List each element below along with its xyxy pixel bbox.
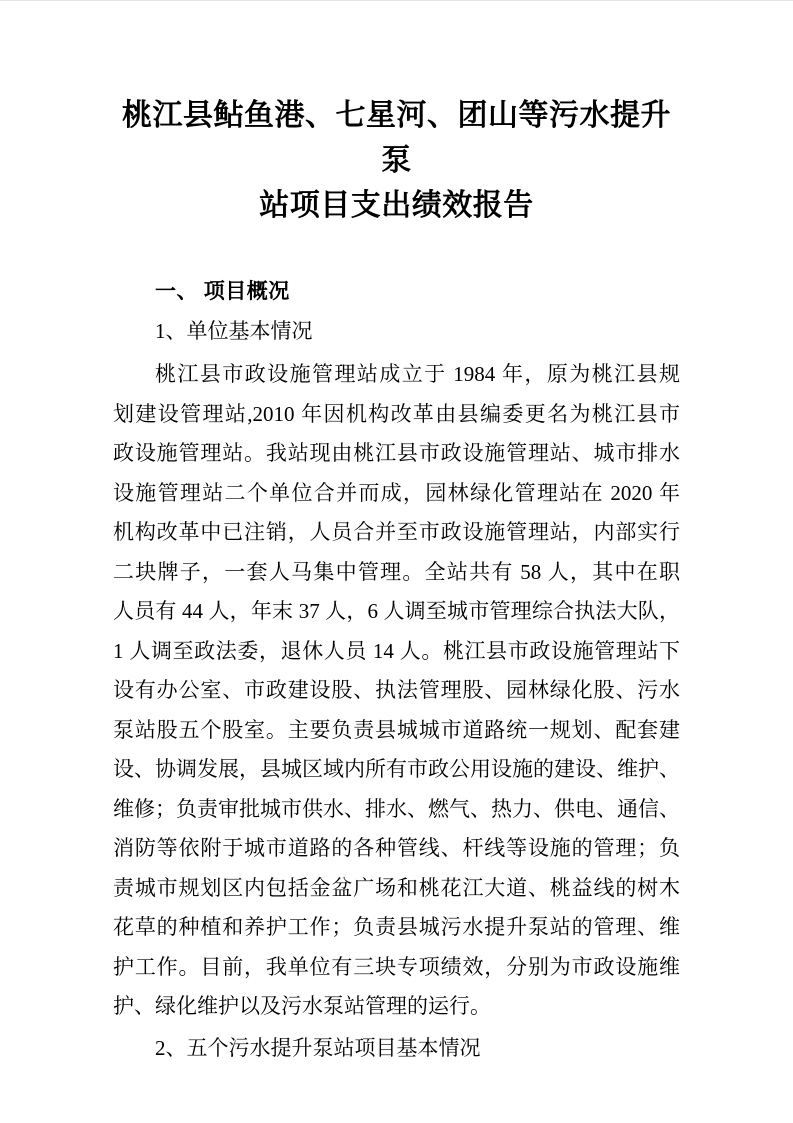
paragraph-line: 设施管理站二个单位合并而成，园林绿化管理站在 2020 年 bbox=[113, 480, 680, 505]
paragraph-line: 责城市规划区内包括金盆广场和桃花江大道、桃益线的树木 bbox=[113, 875, 680, 900]
paragraph-line: 维修；负责审批城市供水、排水、燃气、热力、供电、通信、 bbox=[113, 796, 680, 821]
document-body bbox=[113, 272, 680, 1068]
document-title bbox=[113, 93, 680, 228]
paragraph-line: 机构改革中已注销，人员合并至市政设施管理站，内部实行 bbox=[113, 520, 680, 544]
paragraph-unit-basic-info bbox=[113, 355, 680, 1027]
document-title-line-1: 桃江县鲇鱼港、七星河、团山等污水提升泵 bbox=[122, 99, 671, 177]
paragraph-line: 设、协调发展，县城区域内所有市政公用设施的建设、维护、 bbox=[113, 757, 680, 781]
paragraph-line: 消防等依附于城市道路的各种管线、杆线等设施的管理；负 bbox=[113, 836, 680, 860]
paragraph-line: 护、绿化维护以及污水泵站管理的运行。 bbox=[113, 994, 491, 1018]
paragraph-line: 护工作。目前，我单位有三块专项绩效，分别为市政设施维 bbox=[113, 954, 680, 979]
document-title-line-2: 站项目支出绩效报告 bbox=[259, 189, 534, 222]
paragraph-line: 划建设管理站,2010 年因机构改革由县编委更名为桃江县市 bbox=[113, 401, 680, 426]
paragraph-line: 泵站股五个股室。主要负责县城城市道路统一规划、配套建 bbox=[113, 717, 680, 742]
paragraph-line: 设有办公室、市政建设股、执法管理股、园林绿化股、污水 bbox=[113, 678, 680, 702]
paragraph-line: 二块牌子，一套人马集中管理。全站共有 58 人，其中在职 bbox=[113, 559, 680, 584]
subheading-five-pump-stations: 2、五个污水提升泵站项目基本情况 bbox=[155, 1035, 481, 1060]
paragraph-line: 政设施管理站。我站现由桃江县市政设施管理站、城市排水 bbox=[113, 441, 680, 465]
subheading-unit-basic-info: 1、单位基本情况 bbox=[155, 318, 313, 343]
paragraph-line: 桃江县市政设施管理站成立于 1984 年，原为桃江县规 bbox=[155, 362, 680, 386]
paragraph-line: 花草的种植和养护工作；负责县城污水提升泵站的管理、维 bbox=[113, 915, 680, 939]
paragraph-line: 1 人调至政法委，退休人员 14 人。桃江县市政设施管理站下 bbox=[113, 638, 680, 663]
paragraph-line: 人员有 44 人，年末 37 人，6 人调至城市管理综合执法大队， bbox=[113, 599, 680, 623]
document-content bbox=[113, 1, 680, 1068]
section-heading-project-overview: 一、 项目概况 bbox=[155, 279, 290, 303]
